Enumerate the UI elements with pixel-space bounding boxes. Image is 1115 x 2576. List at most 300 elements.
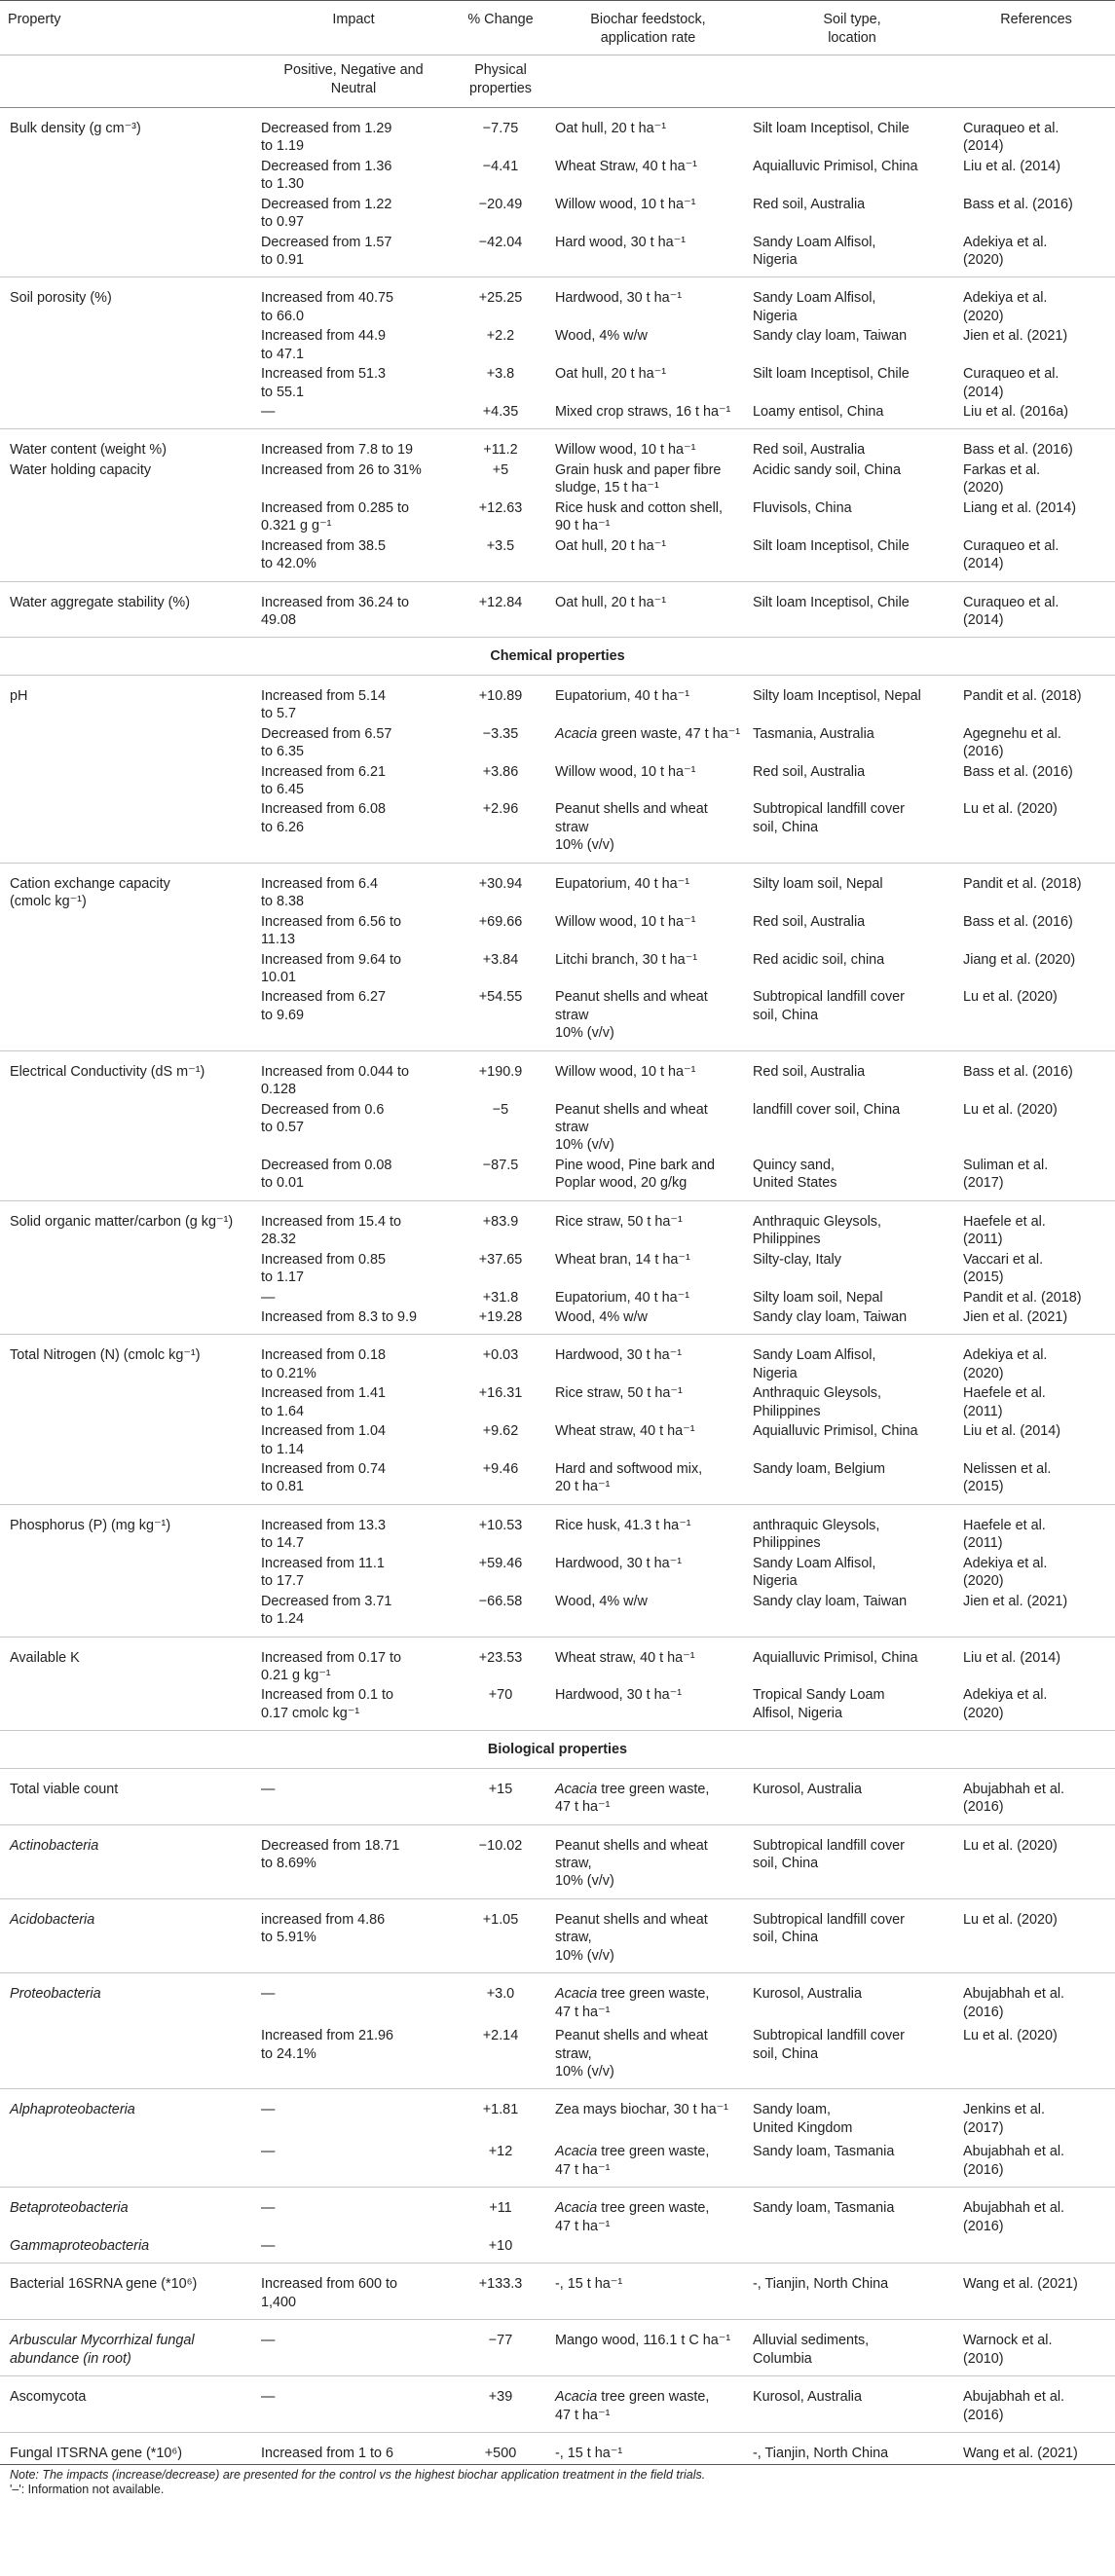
cell-feedstock: Willow wood, 10 t ha⁻¹ bbox=[555, 1063, 696, 1080]
cell-property bbox=[0, 912, 255, 950]
cell-impact: Increased from 1.04 to 1.14 bbox=[261, 1423, 386, 1457]
cell-reference: Liu et al. (2014) bbox=[963, 1649, 1060, 1666]
cell-reference: Pandit et al. (2018) bbox=[963, 687, 1082, 704]
table-row bbox=[0, 1383, 1115, 1421]
cell-feedstock: Wheat straw, 40 t ha⁻¹ bbox=[555, 1423, 695, 1440]
cell-soil: Subtropical landfill cover soil, China bbox=[747, 799, 957, 863]
cell-reference: Abujabhah et al. (2016) bbox=[957, 2376, 1115, 2433]
table-row bbox=[0, 536, 1115, 581]
cell-soil: Acidic sandy soil, China bbox=[753, 461, 901, 478]
table-row bbox=[0, 1421, 1115, 1459]
cell-property bbox=[0, 724, 255, 762]
cell-soil: Sandy loam, United Kingdom bbox=[753, 2102, 853, 2136]
cell-property bbox=[0, 326, 255, 364]
cell-feedstock: Acacia tree green waste, 47 t ha⁻¹ bbox=[555, 2200, 710, 2234]
cell-impact: Increased from 6.08 to 6.26 bbox=[255, 799, 452, 863]
cell-reference: Lu et al. (2020) bbox=[957, 799, 1115, 863]
cell-change: −77 bbox=[452, 2320, 549, 2376]
cell-change: −10.02 bbox=[452, 1824, 549, 1898]
cell-change: +69.66 bbox=[478, 913, 523, 930]
cell-soil: -, Tianjin, North China bbox=[747, 2263, 957, 2320]
cell-feedstock: Mixed crop straws, 16 t ha⁻¹ bbox=[549, 402, 747, 429]
cell-change: +70 bbox=[452, 1685, 549, 1730]
cell-change: −5 bbox=[492, 1101, 509, 1118]
cell-property bbox=[0, 1100, 255, 1156]
cell-feedstock: Oat hull, 20 t ha⁻¹ bbox=[549, 536, 747, 581]
cell-feedstock: -, 15 t ha⁻¹ bbox=[555, 2446, 623, 2462]
cell-soil: Sandy Loam Alfisol, Nigeria bbox=[753, 290, 876, 324]
cell-soil: Silty loam Inceptisol, Nepal bbox=[753, 687, 921, 704]
cell-soil: Sandy loam, Tasmania bbox=[747, 2138, 957, 2187]
cell-soil: Silt loam Inceptisol, Chile bbox=[753, 120, 910, 136]
cell-reference: Haefele et al. (2011) bbox=[963, 1213, 1046, 1248]
cell-feedstock: Acacia tree green waste, 47 t ha⁻¹ bbox=[549, 2138, 747, 2187]
cell-soil: Aquialluvic Primisol, China bbox=[753, 1649, 918, 1666]
table-row bbox=[0, 863, 1115, 911]
cell-soil bbox=[747, 2236, 957, 2263]
table-row bbox=[0, 581, 1115, 638]
cell-reference: Curaqueo et al. (2014) bbox=[957, 536, 1115, 581]
table-row bbox=[0, 2433, 1115, 2464]
cell-impact: Increased from 15.4 to 28.32 bbox=[261, 1213, 401, 1248]
table-row bbox=[0, 1459, 1115, 1504]
cell-impact: Increased from 7.8 to 19 bbox=[261, 442, 413, 459]
cell-impact: Increased from 600 to 1,400 bbox=[255, 2263, 452, 2320]
cell-change: +3.5 bbox=[452, 536, 549, 581]
cell-property: Electrical Conductivity (dS m⁻¹) bbox=[10, 1063, 205, 1080]
cell-change: −4.41 bbox=[482, 158, 519, 174]
cell-reference: Bass et al. (2016) bbox=[963, 763, 1073, 780]
cell-feedstock: Willow wood, 10 t ha⁻¹ bbox=[555, 913, 696, 930]
cell-soil: Red soil, Australia bbox=[753, 913, 866, 930]
table-note: Note: The impacts (increase/decrease) are presented for the control vs the highest biochar application treatment in the field trials. bbox=[0, 2464, 1115, 2484]
cell-change: +3.8 bbox=[486, 366, 515, 383]
cell-soil: Quincy sand, United States bbox=[747, 1156, 957, 1200]
cell-change: +11.2 bbox=[483, 442, 518, 459]
cell-reference: Adekiya et al. (2020) bbox=[957, 1685, 1115, 1730]
cell-property: Available K bbox=[10, 1649, 80, 1666]
cell-impact: Increased from 6.56 to 11.13 bbox=[261, 913, 401, 948]
cell-reference: Lu et al. (2020) bbox=[957, 2022, 1115, 2089]
cell-soil: Anthraquic Gleysols, Philippines bbox=[753, 1213, 881, 1248]
cell-impact: Decreased from 1.22 to 0.97 bbox=[261, 196, 392, 231]
cell-feedstock: Acacia tree green waste, 47 t ha⁻¹ bbox=[555, 1986, 710, 2020]
cell-feedstock: Acacia tree green waste, 47 t ha⁻¹ bbox=[549, 1768, 747, 1824]
cell-impact: Increased from 0.74 to 0.81 bbox=[255, 1459, 452, 1504]
cell-property: Fungal ITSRNA gene (*10⁶) bbox=[10, 2446, 183, 2462]
section-header-row bbox=[0, 638, 1115, 675]
cell-soil: Tropical Sandy Loam Alfisol, Nigeria bbox=[747, 1685, 957, 1730]
cell-impact: — bbox=[261, 2102, 276, 2118]
table-row bbox=[0, 402, 1115, 429]
cell-soil: Sandy Loam Alfisol, Nigeria bbox=[753, 1347, 876, 1381]
table-row bbox=[0, 429, 1115, 460]
header-property: Property bbox=[0, 1, 255, 55]
cell-reference: Adekiya et al. (2020) bbox=[963, 290, 1048, 324]
table-row bbox=[0, 1100, 1115, 1156]
table-row bbox=[0, 1307, 1115, 1335]
cell-reference: Jien et al. (2021) bbox=[957, 1592, 1115, 1637]
cell-feedstock: Eupatorium, 40 t ha⁻¹ bbox=[555, 1289, 689, 1306]
cell-impact: Increased from 0.18 to 0.21% bbox=[261, 1347, 386, 1381]
table-row bbox=[0, 2236, 1115, 2263]
cell-impact: increased from 4.86 to 5.91% bbox=[255, 1898, 452, 1972]
cell-impact: — bbox=[255, 2236, 452, 2263]
cell-feedstock: Eupatorium, 40 t ha⁻¹ bbox=[555, 687, 689, 704]
cell-change: +190.9 bbox=[478, 1063, 523, 1080]
cell-impact: Decreased from 1.36 to 1.30 bbox=[261, 158, 392, 193]
cell-reference: Bass et al. (2016) bbox=[963, 196, 1073, 212]
cell-impact: Increased from 44.9 to 47.1 bbox=[261, 328, 386, 362]
cell-impact: Increased from 11.1 to 17.7 bbox=[261, 1555, 385, 1590]
cell-property bbox=[0, 1156, 255, 1200]
cell-soil: Silty loam soil, Nepal bbox=[753, 1289, 883, 1306]
cell-reference: Jien et al. (2021) bbox=[957, 1307, 1115, 1335]
cell-soil: Alluvial sediments, Columbia bbox=[747, 2320, 957, 2376]
table-row bbox=[0, 1504, 1115, 1553]
cell-feedstock: Hardwood, 30 t ha⁻¹ bbox=[555, 1347, 682, 1364]
cell-property: Bacterial 16SRNA gene (*10⁶) bbox=[0, 2263, 255, 2320]
cell-feedstock: Acacia tree green waste, 47 t ha⁻¹ bbox=[549, 2376, 747, 2433]
cell-reference: Warnock et al. (2010) bbox=[957, 2320, 1115, 2376]
cell-impact: Increased from 5.14 to 5.7 bbox=[261, 687, 386, 722]
table-row bbox=[0, 675, 1115, 723]
cell-property: Acidobacteria bbox=[0, 1898, 255, 1972]
cell-reference: Farkas et al. (2020) bbox=[963, 461, 1041, 497]
header-impact-sub: Positive, Negative and Neutral bbox=[255, 55, 452, 107]
table-header bbox=[0, 1, 1115, 108]
cell-change: +2.14 bbox=[452, 2022, 549, 2089]
cell-feedstock: Wheat straw, 40 t ha⁻¹ bbox=[555, 1649, 695, 1666]
cell-soil: Subtropical landfill cover soil, China bbox=[747, 2022, 957, 2089]
cell-reference: Abujabhah et al. (2016) bbox=[963, 1986, 1065, 2020]
table-row bbox=[0, 2263, 1115, 2320]
cell-feedstock: Hardwood, 30 t ha⁻¹ bbox=[555, 1555, 682, 1571]
cell-reference: Bass et al. (2016) bbox=[963, 913, 1073, 930]
cell-change: −20.49 bbox=[478, 196, 523, 212]
cell-feedstock: Willow wood, 10 t ha⁻¹ bbox=[555, 196, 696, 212]
cell-reference: Adekiya et al. (2020) bbox=[963, 1555, 1048, 1590]
cell-soil: Sandy loam, Tasmania bbox=[753, 2200, 895, 2217]
cell-feedstock: Peanut shells and wheat straw, 10% (v/v) bbox=[549, 1898, 747, 1972]
cell-change: +500 bbox=[484, 2446, 517, 2462]
table-row bbox=[0, 1335, 1115, 1383]
cell-impact: Increased from 1.41 to 1.64 bbox=[261, 1385, 386, 1419]
cell-property: Proteobacteria bbox=[10, 1986, 101, 2003]
table-row bbox=[0, 1973, 1115, 2022]
cell-property: Total Nitrogen (N) (cmolc kg⁻¹) bbox=[10, 1347, 201, 1364]
table-row bbox=[0, 460, 1115, 498]
cell-feedstock: Oat hull, 20 t ha⁻¹ bbox=[549, 581, 747, 638]
cell-impact: Increased from 6.21 to 6.45 bbox=[261, 763, 386, 797]
cell-impact: Increased from 8.3 to 9.9 bbox=[255, 1307, 452, 1335]
table-row bbox=[0, 1637, 1115, 1685]
cell-impact: Increased from 0.285 to 0.321 g g⁻¹ bbox=[261, 499, 409, 534]
cell-reference: Curaqueo et al. (2014) bbox=[963, 366, 1059, 400]
cell-soil: Silt loam Inceptisol, Chile bbox=[747, 581, 957, 638]
cell-change: +5 bbox=[492, 461, 509, 478]
cell-soil: Kurosol, Australia bbox=[747, 1768, 957, 1824]
cell-impact: Increased from 0.044 to 0.128 bbox=[261, 1063, 409, 1098]
cell-impact: Decreased from 3.71 to 1.24 bbox=[255, 1592, 452, 1637]
cell-impact: — bbox=[255, 1768, 452, 1824]
cell-impact: — bbox=[255, 2138, 452, 2187]
cell-feedstock: Willow wood, 10 t ha⁻¹ bbox=[555, 763, 696, 780]
section-title: Chemical properties bbox=[0, 638, 1115, 675]
cell-impact: Increased from 51.3 to 55.1 bbox=[261, 366, 386, 400]
cell-reference: Jien et al. (2021) bbox=[963, 328, 1068, 345]
cell-change: −87.5 bbox=[452, 1156, 549, 1200]
table-row bbox=[0, 1288, 1115, 1307]
cell-impact: — bbox=[255, 2320, 452, 2376]
cell-property bbox=[0, 1307, 255, 1335]
cell-feedstock: Peanut shells and wheat straw 10% (v/v) bbox=[549, 799, 747, 863]
cell-change: +19.28 bbox=[452, 1307, 549, 1335]
header-soil: Soil type, location bbox=[747, 1, 957, 55]
cell-soil: Anthraquic Gleysols, Philippines bbox=[753, 1385, 881, 1419]
table-row bbox=[0, 1768, 1115, 1824]
cell-reference: Adekiya et al. (2020) bbox=[957, 233, 1115, 277]
cell-reference: Pandit et al. (2018) bbox=[963, 875, 1082, 892]
table-row bbox=[0, 107, 1115, 156]
cell-change: +9.46 bbox=[452, 1459, 549, 1504]
table-row bbox=[0, 2089, 1115, 2138]
cell-change: +59.46 bbox=[478, 1555, 523, 1571]
cell-reference: Wang et al. (2021) bbox=[957, 2263, 1115, 2320]
cell-change: +12.84 bbox=[452, 581, 549, 638]
cell-change: −3.35 bbox=[482, 725, 519, 742]
table-row bbox=[0, 799, 1115, 863]
cell-reference: Liu et al. (2014) bbox=[963, 1423, 1060, 1440]
cell-change: +3.86 bbox=[482, 763, 519, 780]
cell-soil: Fluvisols, China bbox=[753, 499, 852, 516]
cell-impact: Increased from 38.5 to 42.0% bbox=[255, 536, 452, 581]
cell-property: Cation exchange capacity (cmolc kg⁻¹) bbox=[10, 875, 170, 910]
table-row bbox=[0, 1898, 1115, 1972]
cell-impact: Increased from 40.75 to 66.0 bbox=[261, 290, 393, 324]
cell-change: +10.53 bbox=[478, 1517, 523, 1533]
cell-property bbox=[0, 1592, 255, 1637]
table-row bbox=[0, 1685, 1115, 1730]
table-row bbox=[0, 364, 1115, 402]
table-row bbox=[0, 1200, 1115, 1249]
cell-property: Alphaproteobacteria bbox=[10, 2102, 135, 2118]
header-physical-properties: Physical properties bbox=[452, 55, 549, 107]
cell-property: pH bbox=[10, 687, 28, 704]
table-row bbox=[0, 2022, 1115, 2089]
cell-soil: Sandy Loam Alfisol, Nigeria bbox=[747, 233, 957, 277]
cell-soil: Kurosol, Australia bbox=[747, 2376, 957, 2433]
cell-impact: Increased from 0.17 to 0.21 g kg⁻¹ bbox=[261, 1649, 401, 1683]
cell-property bbox=[0, 195, 255, 233]
cell-feedstock: Hardwood, 30 t ha⁻¹ bbox=[549, 1685, 747, 1730]
cell-change: +11 bbox=[489, 2200, 512, 2217]
cell-change: +0.03 bbox=[482, 1347, 519, 1364]
cell-feedstock: Rice husk, 41.3 t ha⁻¹ bbox=[555, 1517, 691, 1533]
cell-property: Water content (weight %) bbox=[10, 442, 167, 459]
cell-property bbox=[0, 1288, 255, 1307]
cell-soil: Red acidic soil, china bbox=[753, 951, 885, 968]
cell-impact: Increased from 6.4 to 8.38 bbox=[261, 875, 378, 910]
cell-impact: Increased from 0.85 to 1.17 bbox=[261, 1251, 386, 1286]
cell-feedstock: Peanut shells and wheat straw, 10% (v/v) bbox=[549, 2022, 747, 2089]
cell-property: Phosphorus (P) (mg kg⁻¹) bbox=[10, 1517, 171, 1533]
cell-soil: Sandy loam, Belgium bbox=[747, 1459, 957, 1504]
cell-feedstock: Hard wood, 30 t ha⁻¹ bbox=[549, 233, 747, 277]
cell-impact: Increased from 6.27 to 9.69 bbox=[255, 987, 452, 1050]
cell-soil: Kurosol, Australia bbox=[753, 1986, 862, 2003]
cell-soil: Red soil, Australia bbox=[753, 1063, 866, 1080]
cell-reference: Liang et al. (2014) bbox=[963, 499, 1077, 516]
cell-feedstock: Oat hull, 20 t ha⁻¹ bbox=[555, 120, 666, 136]
cell-soil: Subtropical landfill cover soil, China bbox=[747, 1824, 957, 1898]
table-row bbox=[0, 1554, 1115, 1592]
cell-impact: Decreased from 0.6 to 0.57 bbox=[261, 1101, 385, 1135]
cell-soil: Silty-clay, Italy bbox=[753, 1251, 841, 1268]
cell-property bbox=[0, 1685, 255, 1730]
cell-change: +10.89 bbox=[478, 687, 523, 704]
cell-change: +3.84 bbox=[482, 951, 519, 968]
cell-feedstock: Zea mays biochar, 30 t ha⁻¹ bbox=[555, 2102, 728, 2118]
cell-change: +12 bbox=[452, 2138, 549, 2187]
cell-soil: Red soil, Australia bbox=[753, 763, 866, 780]
cell-reference: Lu et al. (2020) bbox=[957, 1898, 1115, 1972]
table-row bbox=[0, 1592, 1115, 1637]
cell-impact: Increased from 1 to 6 bbox=[261, 2446, 393, 2462]
cell-change: +25.25 bbox=[478, 290, 523, 307]
cell-soil: Tasmania, Australia bbox=[753, 725, 874, 742]
cell-property: Solid organic matter/carbon (g kg⁻¹) bbox=[10, 1213, 234, 1230]
cell-change: +12.63 bbox=[478, 499, 523, 516]
table-row bbox=[0, 950, 1115, 988]
table-row bbox=[0, 912, 1115, 950]
cell-property: Water aggregate stability (%) bbox=[0, 581, 255, 638]
cell-reference: Agegnehu et al. (2016) bbox=[963, 725, 1061, 760]
table-row bbox=[0, 1050, 1115, 1099]
cell-feedstock: Litchi branch, 30 t ha⁻¹ bbox=[555, 951, 697, 968]
cell-impact: Decreased from 0.08 to 0.01 bbox=[255, 1156, 452, 1200]
cell-feedstock: Willow wood, 10 t ha⁻¹ bbox=[555, 442, 696, 459]
cell-property bbox=[0, 1421, 255, 1459]
cell-change: +2.96 bbox=[452, 799, 549, 863]
cell-reference bbox=[957, 2236, 1115, 2263]
cell-change: +37.65 bbox=[478, 1251, 523, 1268]
cell-reference: Bass et al. (2016) bbox=[963, 442, 1073, 459]
cell-feedstock bbox=[549, 2236, 747, 2263]
table-row bbox=[0, 724, 1115, 762]
cell-impact: Increased from 13.3 to 14.7 bbox=[261, 1517, 386, 1552]
section-header-row bbox=[0, 1731, 1115, 1768]
cell-property bbox=[0, 233, 255, 277]
table-row bbox=[0, 987, 1115, 1050]
cell-reference: Haefele et al. (2011) bbox=[963, 1517, 1046, 1552]
cell-feedstock: Mango wood, 116.1 t C ha⁻¹ bbox=[549, 2320, 747, 2376]
cell-change: +16.31 bbox=[478, 1385, 523, 1402]
table-row bbox=[0, 326, 1115, 364]
cell-property bbox=[0, 364, 255, 402]
cell-impact: — bbox=[261, 1289, 276, 1306]
section-title: Biological properties bbox=[0, 1731, 1115, 1768]
cell-soil: landfill cover soil, China bbox=[753, 1101, 901, 1118]
cell-reference: Jiang et al. (2020) bbox=[963, 951, 1076, 968]
cell-soil: Sandy clay loam, Taiwan bbox=[747, 1307, 957, 1335]
cell-reference: Liu et al. (2014) bbox=[963, 158, 1060, 174]
cell-property bbox=[0, 762, 255, 800]
cell-impact: Decreased from 1.57 to 0.91 bbox=[255, 233, 452, 277]
header-change: % Change bbox=[452, 1, 549, 55]
cell-soil: -, Tianjin, North China bbox=[753, 2446, 889, 2462]
cell-soil: Silt loam Inceptisol, Chile bbox=[753, 366, 910, 383]
table-note-dash: '–': Information not available. bbox=[10, 2483, 165, 2497]
cell-reference: Abujabhah et al. (2016) bbox=[957, 1768, 1115, 1824]
cell-change: −66.58 bbox=[452, 1592, 549, 1637]
cell-soil: Subtropical landfill cover soil, China bbox=[747, 1898, 957, 1972]
table-row bbox=[0, 157, 1115, 195]
cell-soil: Sandy clay loam, Taiwan bbox=[747, 1592, 957, 1637]
cell-change: +4.35 bbox=[452, 402, 549, 429]
cell-soil: Aquialluvic Primisol, China bbox=[753, 1423, 918, 1440]
cell-property: Arbuscular Mycorrhizal fungal abundance (in root) bbox=[0, 2320, 255, 2376]
table-row bbox=[0, 195, 1115, 233]
cell-soil: anthraquic Gleysols, Philippines bbox=[753, 1517, 880, 1552]
cell-property bbox=[0, 157, 255, 195]
cell-property: Betaproteobacteria bbox=[10, 2200, 129, 2217]
cell-feedstock: Wood, 4% w/w bbox=[555, 328, 648, 345]
cell-change: +31.8 bbox=[482, 1289, 519, 1306]
cell-soil: Silt loam Inceptisol, Chile bbox=[747, 536, 957, 581]
cell-reference: Liu et al. (2016a) bbox=[957, 402, 1115, 429]
cell-property bbox=[0, 1459, 255, 1504]
cell-change: +3.0 bbox=[486, 1986, 515, 2003]
cell-soil: Subtropical landfill cover soil, China bbox=[747, 987, 957, 1050]
table-body bbox=[0, 107, 1115, 2463]
cell-impact: Increased from 9.64 to 10.01 bbox=[261, 951, 401, 985]
cell-change: +10 bbox=[452, 2236, 549, 2263]
cell-change: +133.3 bbox=[452, 2263, 549, 2320]
table-row bbox=[0, 2188, 1115, 2236]
table-row bbox=[0, 2138, 1115, 2187]
cell-property bbox=[0, 987, 255, 1050]
cell-property bbox=[0, 799, 255, 863]
cell-reference: Bass et al. (2016) bbox=[963, 1063, 1073, 1080]
cell-property: Total viable count bbox=[0, 1768, 255, 1824]
header-impact: Impact bbox=[255, 1, 452, 55]
cell-soil: Aquialluvic Primisol, China bbox=[753, 158, 918, 174]
cell-change: +2.2 bbox=[486, 328, 515, 345]
cell-impact: — bbox=[255, 2376, 452, 2433]
cell-reference: Lu et al. (2020) bbox=[957, 1824, 1115, 1898]
cell-reference: Abujabhah et al. (2016) bbox=[957, 2138, 1115, 2187]
cell-feedstock: Eupatorium, 40 t ha⁻¹ bbox=[555, 875, 689, 892]
cell-soil: Sandy Loam Alfisol, Nigeria bbox=[753, 1555, 876, 1590]
cell-impact: Increased from 36.24 to 49.08 bbox=[255, 581, 452, 638]
cell-feedstock: Rice straw, 50 t ha⁻¹ bbox=[555, 1385, 683, 1402]
cell-property: Soil porosity (%) bbox=[10, 290, 112, 307]
cell-property: Actinobacteria bbox=[0, 1824, 255, 1898]
cell-change: −42.04 bbox=[452, 233, 549, 277]
cell-soil: Silty loam soil, Nepal bbox=[753, 875, 883, 892]
cell-feedstock: Oat hull, 20 t ha⁻¹ bbox=[555, 366, 666, 383]
cell-soil: Red soil, Australia bbox=[753, 196, 866, 212]
cell-property: Bulk density (g cm⁻³) bbox=[10, 120, 141, 136]
table-row bbox=[0, 233, 1115, 277]
cell-feedstock: Wood, 4% w/w bbox=[549, 1592, 747, 1637]
cell-change: +30.94 bbox=[478, 875, 523, 892]
cell-feedstock: -, 15 t ha⁻¹ bbox=[549, 2263, 747, 2320]
cell-soil: Loamy entisol, China bbox=[747, 402, 957, 429]
cell-feedstock: Rice husk and cotton shell, 90 t ha⁻¹ bbox=[555, 499, 723, 534]
table-row bbox=[0, 1156, 1115, 1200]
